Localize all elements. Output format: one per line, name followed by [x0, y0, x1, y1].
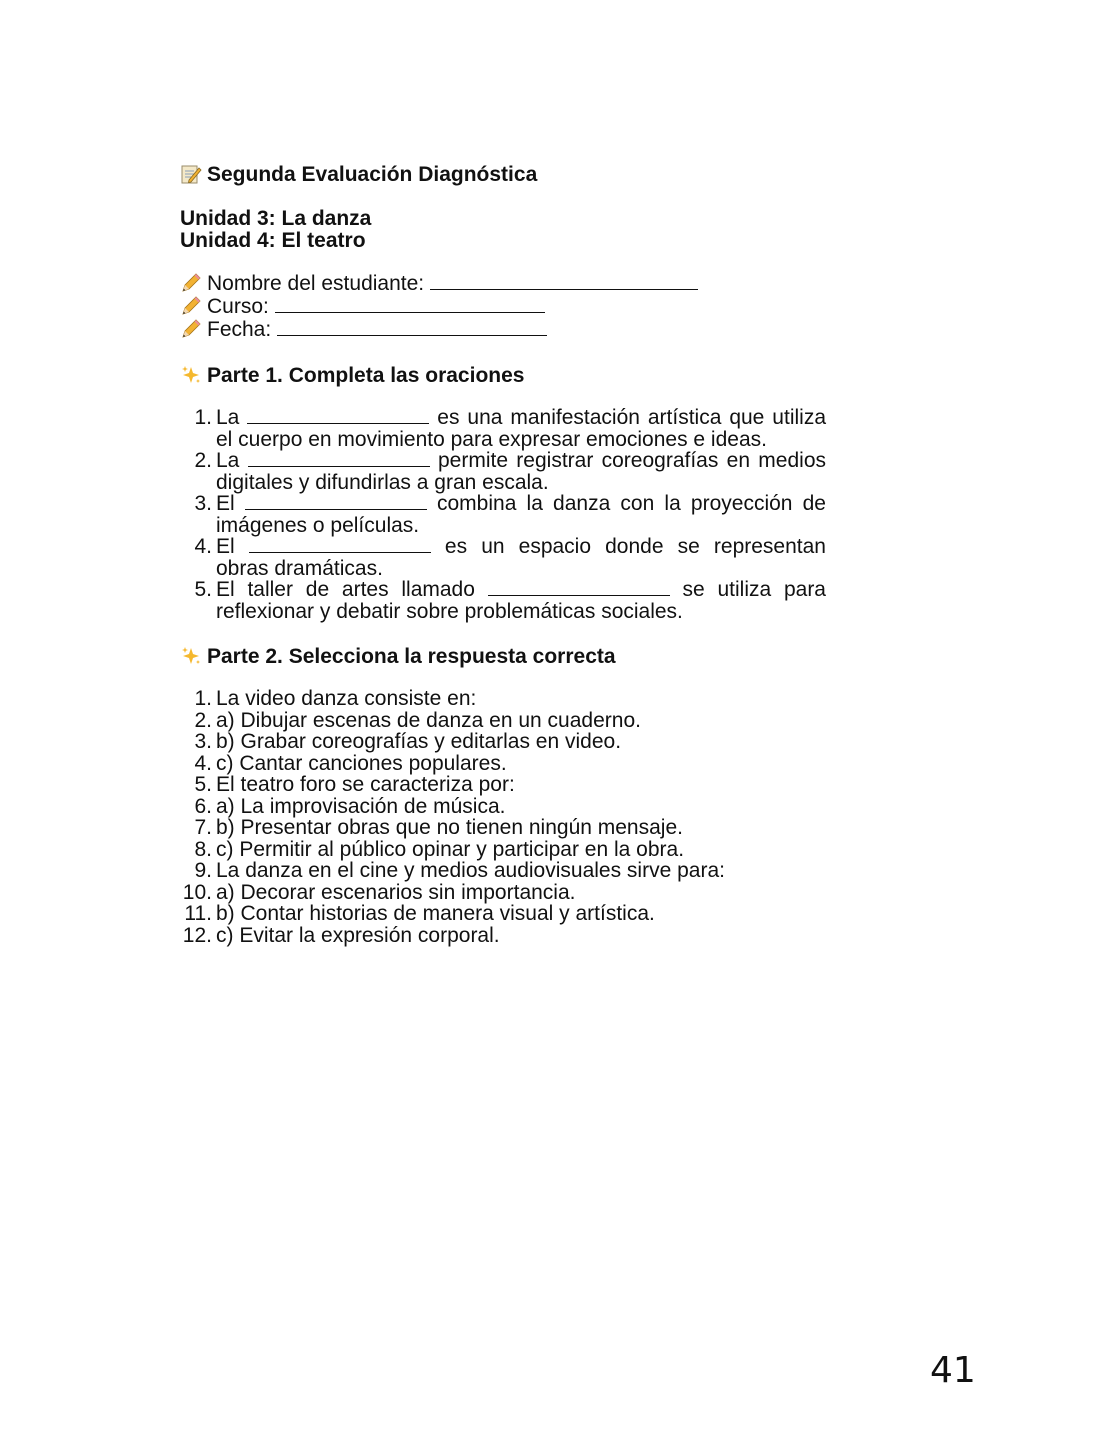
fill-blank[interactable] [249, 538, 431, 553]
sparkles-icon [180, 645, 202, 667]
item-text-after: es una manifestación artística que utiliza el cuerpo en movimiento para expresar emociones e ideas. [216, 406, 826, 451]
item-number: 11. [184, 902, 212, 925]
item-text: c) Permitir al público opinar y participar en la obra. [216, 837, 685, 861]
item-number: 4. [194, 751, 212, 775]
part2-list [180, 688, 826, 946]
item-text-before: La [216, 406, 240, 429]
item-text-before: El [216, 535, 235, 558]
part1-title [180, 361, 826, 391]
fill-blank[interactable] [248, 452, 430, 467]
item-number: 5. [194, 578, 212, 601]
item-number: 1. [194, 406, 212, 429]
item-text: b) Contar historias de manera visual y artística. [216, 902, 655, 925]
course-blank[interactable] [275, 296, 545, 313]
item-text: c) Cantar canciones populares. [216, 751, 507, 775]
unit-4-label: Unidad 4: El teatro [180, 229, 366, 252]
item-text-before: La [216, 449, 240, 472]
item-number: 6. [194, 794, 212, 818]
part2-title-text: Parte 2. Selecciona la respuesta correcta [207, 645, 616, 668]
sparkles-icon [180, 364, 202, 386]
date-field[interactable] [180, 318, 826, 341]
student-fields [180, 272, 826, 341]
fill-blank[interactable] [488, 581, 670, 596]
part2-item [180, 688, 826, 710]
part2-item[interactable] [180, 903, 826, 925]
part2-item[interactable] [180, 753, 826, 775]
item-text-after: permite registrar coreografías en medios digitales y difundirlas a gran escala. [216, 449, 827, 494]
item-number: 3. [194, 730, 212, 753]
course-label: Curso: [207, 295, 269, 318]
item-text: b) Grabar coreografías y editarlas en video. [216, 730, 622, 753]
pencil-icon [180, 295, 202, 317]
part2-item[interactable] [180, 796, 826, 818]
part1-item [180, 579, 826, 622]
part2-item[interactable] [180, 710, 826, 732]
item-number: 9. [194, 859, 212, 882]
part1-item [180, 536, 826, 579]
page-number: 41 [930, 1350, 976, 1391]
item-text: El teatro foro se caracteriza por: [216, 773, 515, 796]
item-text-after: es un espacio donde se representan obras dramáticas. [216, 535, 826, 580]
item-number: 2. [194, 449, 212, 472]
worksheet-page [180, 160, 826, 946]
unit-3-label: Unidad 3: La danza [180, 207, 372, 230]
item-text: a) Dibujar escenas de danza en un cuaderno. [216, 708, 641, 732]
part2-item[interactable] [180, 817, 826, 839]
item-number: 7. [194, 816, 212, 839]
item-number: 5. [194, 773, 212, 796]
item-text: La danza en el cine y medios audiovisuales sirve para: [216, 859, 725, 882]
item-text-before: El [216, 492, 235, 515]
part2-item[interactable] [180, 925, 826, 947]
part2-title [180, 642, 826, 672]
part1-title-text: Parte 1. Completa las oraciones [207, 364, 525, 387]
part1-item [180, 450, 826, 493]
item-text: a) La improvisación de música. [216, 794, 506, 818]
course-field[interactable] [180, 295, 826, 318]
part2-item [180, 774, 826, 796]
pencil-icon [180, 318, 202, 340]
worksheet-title [180, 160, 826, 190]
date-blank[interactable] [277, 319, 547, 336]
pencil-icon [180, 272, 202, 294]
part2-item[interactable] [180, 839, 826, 861]
item-number: 4. [194, 535, 212, 558]
item-text: b) Presentar obras que no tienen ningún mensaje. [216, 816, 683, 839]
part2-item [180, 860, 826, 882]
memo-icon [180, 163, 202, 185]
item-number: 1. [194, 687, 212, 710]
item-number: 3. [194, 492, 212, 515]
item-number: 2. [194, 708, 212, 732]
fill-blank[interactable] [247, 409, 429, 424]
item-number: 10. [182, 880, 212, 904]
units-block [180, 208, 826, 252]
part1-list [180, 407, 826, 622]
item-text: c) Evitar la expresión corporal. [216, 923, 500, 947]
student-name-field[interactable] [180, 272, 826, 295]
part1-item [180, 493, 826, 536]
fill-blank[interactable] [245, 495, 427, 510]
item-text-after: se utiliza para reflexionar y debatir sobre problemáticas sociales. [216, 578, 826, 623]
item-text: La video danza consiste en: [216, 687, 477, 710]
item-text-before: El taller de artes llamado [216, 578, 475, 601]
date-label: Fecha: [207, 318, 272, 341]
item-text: a) Decorar escenarios sin importancia. [216, 880, 576, 904]
part2-item[interactable] [180, 731, 826, 753]
item-number: 12. [182, 923, 212, 947]
worksheet-title-text: Segunda Evaluación Diagnóstica [207, 163, 538, 186]
item-number: 8. [194, 837, 212, 861]
part2-item[interactable] [180, 882, 826, 904]
student-name-label: Nombre del estudiante: [207, 272, 425, 295]
student-name-blank[interactable] [430, 273, 698, 290]
part1-item [180, 407, 826, 450]
item-text-after: combina la danza con la proyección de imágenes o películas. [216, 492, 826, 537]
